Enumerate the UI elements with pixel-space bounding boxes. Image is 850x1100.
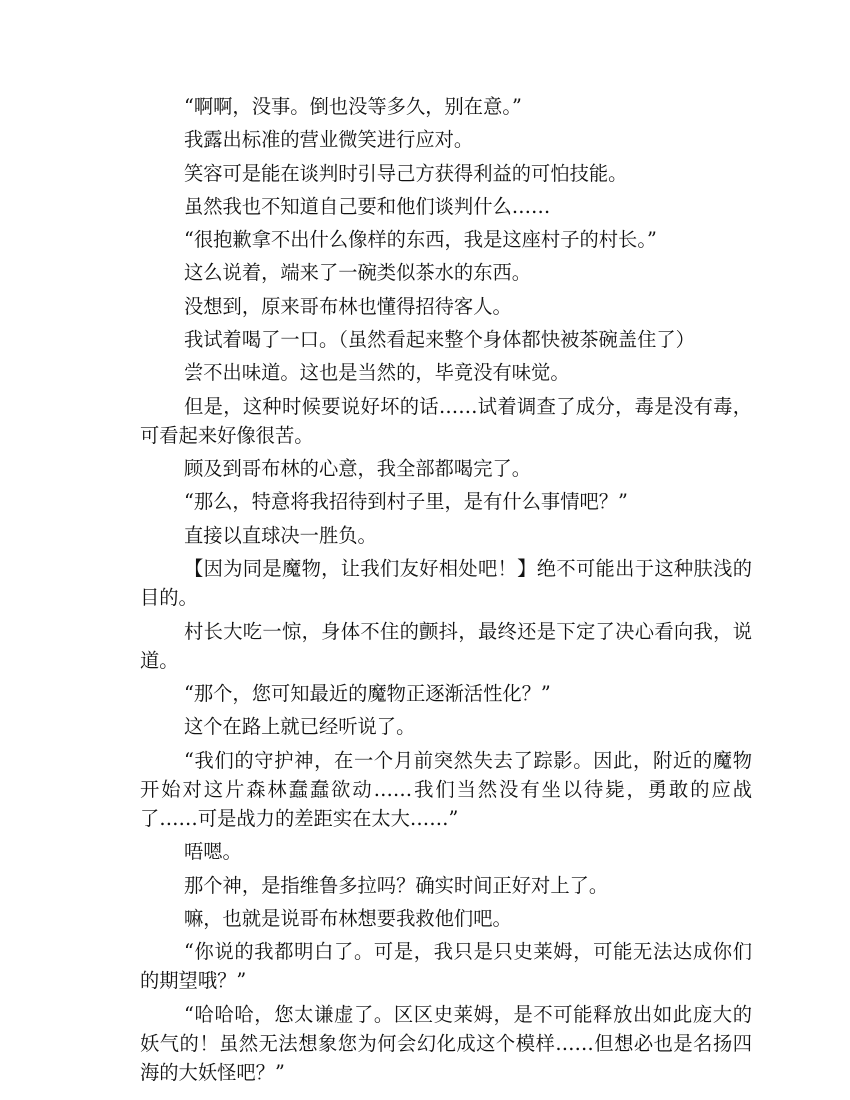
paragraph: 尝不出味道。这也是当然的，毕竟没有味觉。 [184,361,570,385]
document-page [140,92,752,1091]
paragraph: 嘛，也就是说哥布林想要我救他们吧。 [184,906,512,930]
paragraph: “哈哈哈，您太谦虚了。区区史莱姆，是不可能释放出如此庞大的妖气的！虽然无法想象您为何会幻化成这个模样……但想必也是名扬四海的大妖怪吧？” [140,1002,752,1085]
paragraph: “我们的守护神，在一个月前突然失去了踪影。因此，附近的魔物开始对这片森林蠢蠢欲动……我们当然没有坐以待毙，勇敢的应战了……可是战力的差距实在太大……” [140,748,752,831]
paragraph: “啊啊，没事。倒也没等多久，别在意。” [184,95,522,118]
paragraph: 直接以直球决一胜负。 [184,523,377,547]
paragraph: “你说的我都明白了。可是，我只是只史莱姆，可能无法达成你们的期望哦？” [140,940,752,993]
paragraph: “很抱歉拿不出什么像样的东西，我是这座村子的村长。” [184,228,657,252]
paragraph: 我试着喝了一口。（虽然看起来整个身体都快被茶碗盖住了） [184,328,695,352]
paragraph: 笑容可是能在谈判时引导己方获得利益的可怕技能。 [184,161,628,185]
paragraph: 虽然我也不知道自己要和他们谈判什么…… [184,194,551,218]
paragraph: “那个，您可知最近的魔物正逐渐活性化？” [184,682,551,706]
paragraph: “那么，特意将我招待到村子里，是有什么事情吧？” [184,490,628,514]
paragraph: 唔嗯。 [184,840,242,864]
paragraph: 没想到，原来哥布林也懂得招待客人。 [184,294,512,318]
paragraph: 但是，这种时候要说好坏的话……试着调查了成分，毒是没有毒，可看起来好像很苦。 [140,394,752,447]
paragraph: 这个在路上就已经听说了。 [184,715,416,739]
paragraph: 我露出标准的营业微笑进行应对。 [184,128,474,152]
paragraph: 【因为同是魔物，让我们友好相处吧！】绝不可能出于这种肤浅的目的。 [140,557,752,610]
paragraph: 顾及到哥布林的心意，我全部都喝完了。 [184,457,532,481]
paragraph: 那个神，是指维鲁多拉吗？确实时间正好对上了。 [184,873,609,897]
paragraph: 这么说着，端来了一碗类似茶水的东西。 [184,261,532,285]
paragraph: 村长大吃一惊，身体不住的颤抖，最终还是下定了决心看向我，说道。 [140,619,752,672]
